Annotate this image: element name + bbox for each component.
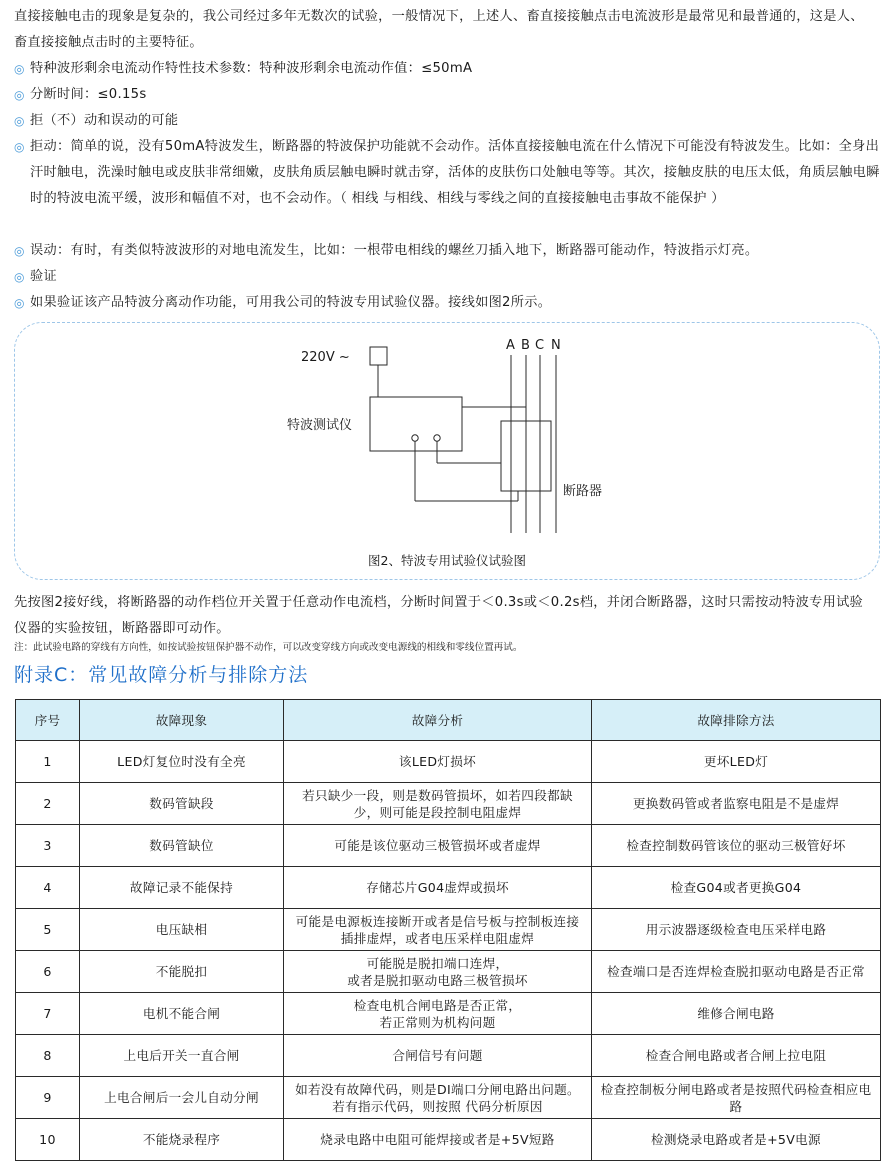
table-row	[16, 1119, 881, 1161]
bullet-text: 拒动：简单的说，没有50mA特波发生，断路器的特波保护功能就不会动作。活体直接接触电流在什么情况下可能没有特波发生。比如：全身出汗时触电，洗澡时触电或皮肤非常细嫩，皮肤角质层触电瞬时就击穿，活体的皮肤伤口处触电等等。其次，接触皮肤的电压太低，角质层触电瞬时的特波电流平缓，波形和幅值不对，也不会动作。（ 相线 与相线、相线与零线之间的直接接触电击事故不能保护 ）	[30, 139, 880, 206]
cell-analysis: 可能是电源板连接断开或者是信号板与控制板连接插排虚焊，或者电压采样电阻虚焊	[284, 909, 592, 951]
cell-symptom: 故障记录不能保持	[80, 867, 284, 909]
cell-no: 5	[16, 909, 80, 951]
fault-table	[15, 699, 881, 1161]
bullet-text: 分断时间：≤0.15s	[30, 87, 147, 102]
table-row	[16, 951, 881, 993]
bullet-icon: ◎	[14, 88, 25, 102]
bullet-text: 如果验证该产品特波分离动作功能，可用我公司的特波专用试验仪器。接线如图2所示。	[30, 295, 552, 310]
intro-paragraph: 直接接触电击的现象是复杂的，我公司经过多年无数次的试验，一般情况下，上述人、畜直接接触点击电流波形是最常见和最普通的，这是人、畜直接接触点击时的主要特征。	[14, 9, 864, 50]
bullet-item-parameters	[14, 56, 880, 82]
phase-label-c: C	[535, 338, 545, 353]
phase-label-a: A	[506, 338, 515, 353]
cell-symptom: 上电合闸后一会儿自动分闸	[80, 1077, 284, 1119]
cell-analysis: 检查电机合闸电路是否正常， 若正常则为机构问题	[284, 993, 592, 1035]
bullet-text: 误动：有时，有类似特波波形的对地电流发生，比如：一根带电相线的螺丝刀插入地下，断路器可能动作，特波指示灯亮。	[30, 243, 759, 258]
cell-solution: 检查端口是否连焊检查脱扣驱动电路是否正常	[592, 951, 881, 993]
table-row	[16, 1077, 881, 1119]
bullet-icon: ◎	[14, 140, 25, 154]
header-no: 序号	[16, 700, 80, 741]
bullet-icon: ◎	[14, 244, 25, 258]
bullet-icon: ◎	[14, 62, 25, 76]
power-plug-box	[370, 347, 387, 365]
cell-no: 3	[16, 825, 80, 867]
cell-no: 7	[16, 993, 80, 1035]
cell-solution: 更坏LED灯	[592, 741, 881, 783]
cell-solution: 检测烧录电路或者是+5V电源	[592, 1119, 881, 1161]
cell-analysis: 烧录电路中电阻可能焊接或者是+5V短路	[284, 1119, 592, 1161]
cell-symptom: 数码管缺段	[80, 783, 284, 825]
tester-label: 特波测试仪	[287, 418, 353, 433]
cell-symptom: LED灯复位时没有全亮	[80, 741, 284, 783]
cell-no: 1	[16, 741, 80, 783]
table-row	[16, 909, 881, 951]
tester-terminal-right	[434, 435, 440, 441]
appendix-title: 附录C：常见故障分析与排除方法	[14, 664, 309, 686]
cell-no: 9	[16, 1077, 80, 1119]
cell-no: 8	[16, 1035, 80, 1077]
cell-solution: 检查控制数码管该位的驱动三极管好坏	[592, 825, 881, 867]
table-row	[16, 1035, 881, 1077]
table-header-row	[16, 700, 881, 741]
bullet-text: 特种波形剩余电流动作特性技术参数：特种波形剩余电流动作值：≤50mA	[30, 61, 473, 76]
cell-analysis: 存储芯片G04虚焊或损坏	[284, 867, 592, 909]
wiring-diagram	[14, 322, 880, 580]
note-text: 注：此试验电路的穿线有方向性，如按试验按钮保护器不动作，可以改变穿线方向或改变电源线的相线和零线位置再试。	[14, 642, 523, 653]
cell-no: 4	[16, 867, 80, 909]
tester-box	[370, 397, 462, 451]
cell-analysis: 该LED灯损坏	[284, 741, 592, 783]
table-row	[16, 825, 881, 867]
cell-no: 6	[16, 951, 80, 993]
header-analysis: 故障分析	[284, 700, 592, 741]
cell-symptom: 不能烧录程序	[80, 1119, 284, 1161]
wiring-diagram-svg	[15, 323, 881, 581]
cell-analysis: 可能是该位驱动三极管损坏或者虚焊	[284, 825, 592, 867]
cell-analysis: 如若没有故障代码，则是DI端口分闸电路出问题。若有指示代码，则按照 代码分析原因	[284, 1077, 592, 1119]
table-row	[16, 783, 881, 825]
cell-symptom: 数码管缺位	[80, 825, 284, 867]
bullet-item-break-time	[14, 82, 880, 108]
phase-label-n: N	[551, 338, 561, 353]
cell-solution: 检查控制板分闸电路或者是按照代码检查相应电路	[592, 1077, 881, 1119]
bullet-icon: ◎	[14, 270, 25, 284]
header-symptom: 故障现象	[80, 700, 284, 741]
cell-symptom: 上电后开关一直合闸	[80, 1035, 284, 1077]
cell-no: 2	[16, 783, 80, 825]
after-diagram-paragraph: 先按图2接好线，将断路器的动作档位开关置于任意动作电流档，分断时间置于＜0.3s或＜0.2s档，并闭合断路器，这时只需按动特波专用试验仪器的实验按钮，断路器即可动作。	[14, 595, 864, 636]
bullet-icon: ◎	[14, 114, 25, 128]
bullet-item-verify-method	[14, 290, 880, 316]
cell-solution: 维修合闸电路	[592, 993, 881, 1035]
cell-analysis: 合闸信号有问题	[284, 1035, 592, 1077]
cell-symptom: 电机不能合闸	[80, 993, 284, 1035]
cell-solution: 用示波器逐级检查电压采样电路	[592, 909, 881, 951]
cell-analysis: 可能脱是脱扣端口连焊， 或者是脱扣驱动电路三极管损坏	[284, 951, 592, 993]
cell-analysis: 若只缺少一段，则是数码管损坏，如若四段都缺少，则可能是段控制电阻虚焊	[284, 783, 592, 825]
voltage-label: 220V ~	[301, 350, 350, 365]
cell-solution: 检查G04或者更换G04	[592, 867, 881, 909]
bullet-item-refusal-possibility	[14, 108, 880, 134]
cell-symptom: 电压缺相	[80, 909, 284, 951]
table-row	[16, 993, 881, 1035]
cell-solution: 检查合闸电路或者合闸上拉电阻	[592, 1035, 881, 1077]
bullet-item-refusal	[14, 134, 880, 212]
cell-solution: 更换数码管或者监察电阻是不是虚焊	[592, 783, 881, 825]
bullet-item-misoperation	[14, 238, 880, 264]
tester-terminal-left	[412, 435, 418, 441]
header-solution: 故障排除方法	[592, 700, 881, 741]
table-row	[16, 867, 881, 909]
diagram-caption: 图2、特波专用试验仪试验图	[368, 553, 526, 568]
phase-label-b: B	[521, 338, 530, 353]
bullet-text: 拒（不）动和误动的可能	[30, 113, 179, 128]
breaker-label: 断路器	[563, 484, 603, 499]
bullet-icon: ◎	[14, 296, 25, 310]
cell-symptom: 不能脱扣	[80, 951, 284, 993]
bullet-text: 验证	[30, 269, 57, 284]
bullet-item-verify	[14, 264, 880, 290]
table-row	[16, 741, 881, 783]
cell-no: 10	[16, 1119, 80, 1161]
